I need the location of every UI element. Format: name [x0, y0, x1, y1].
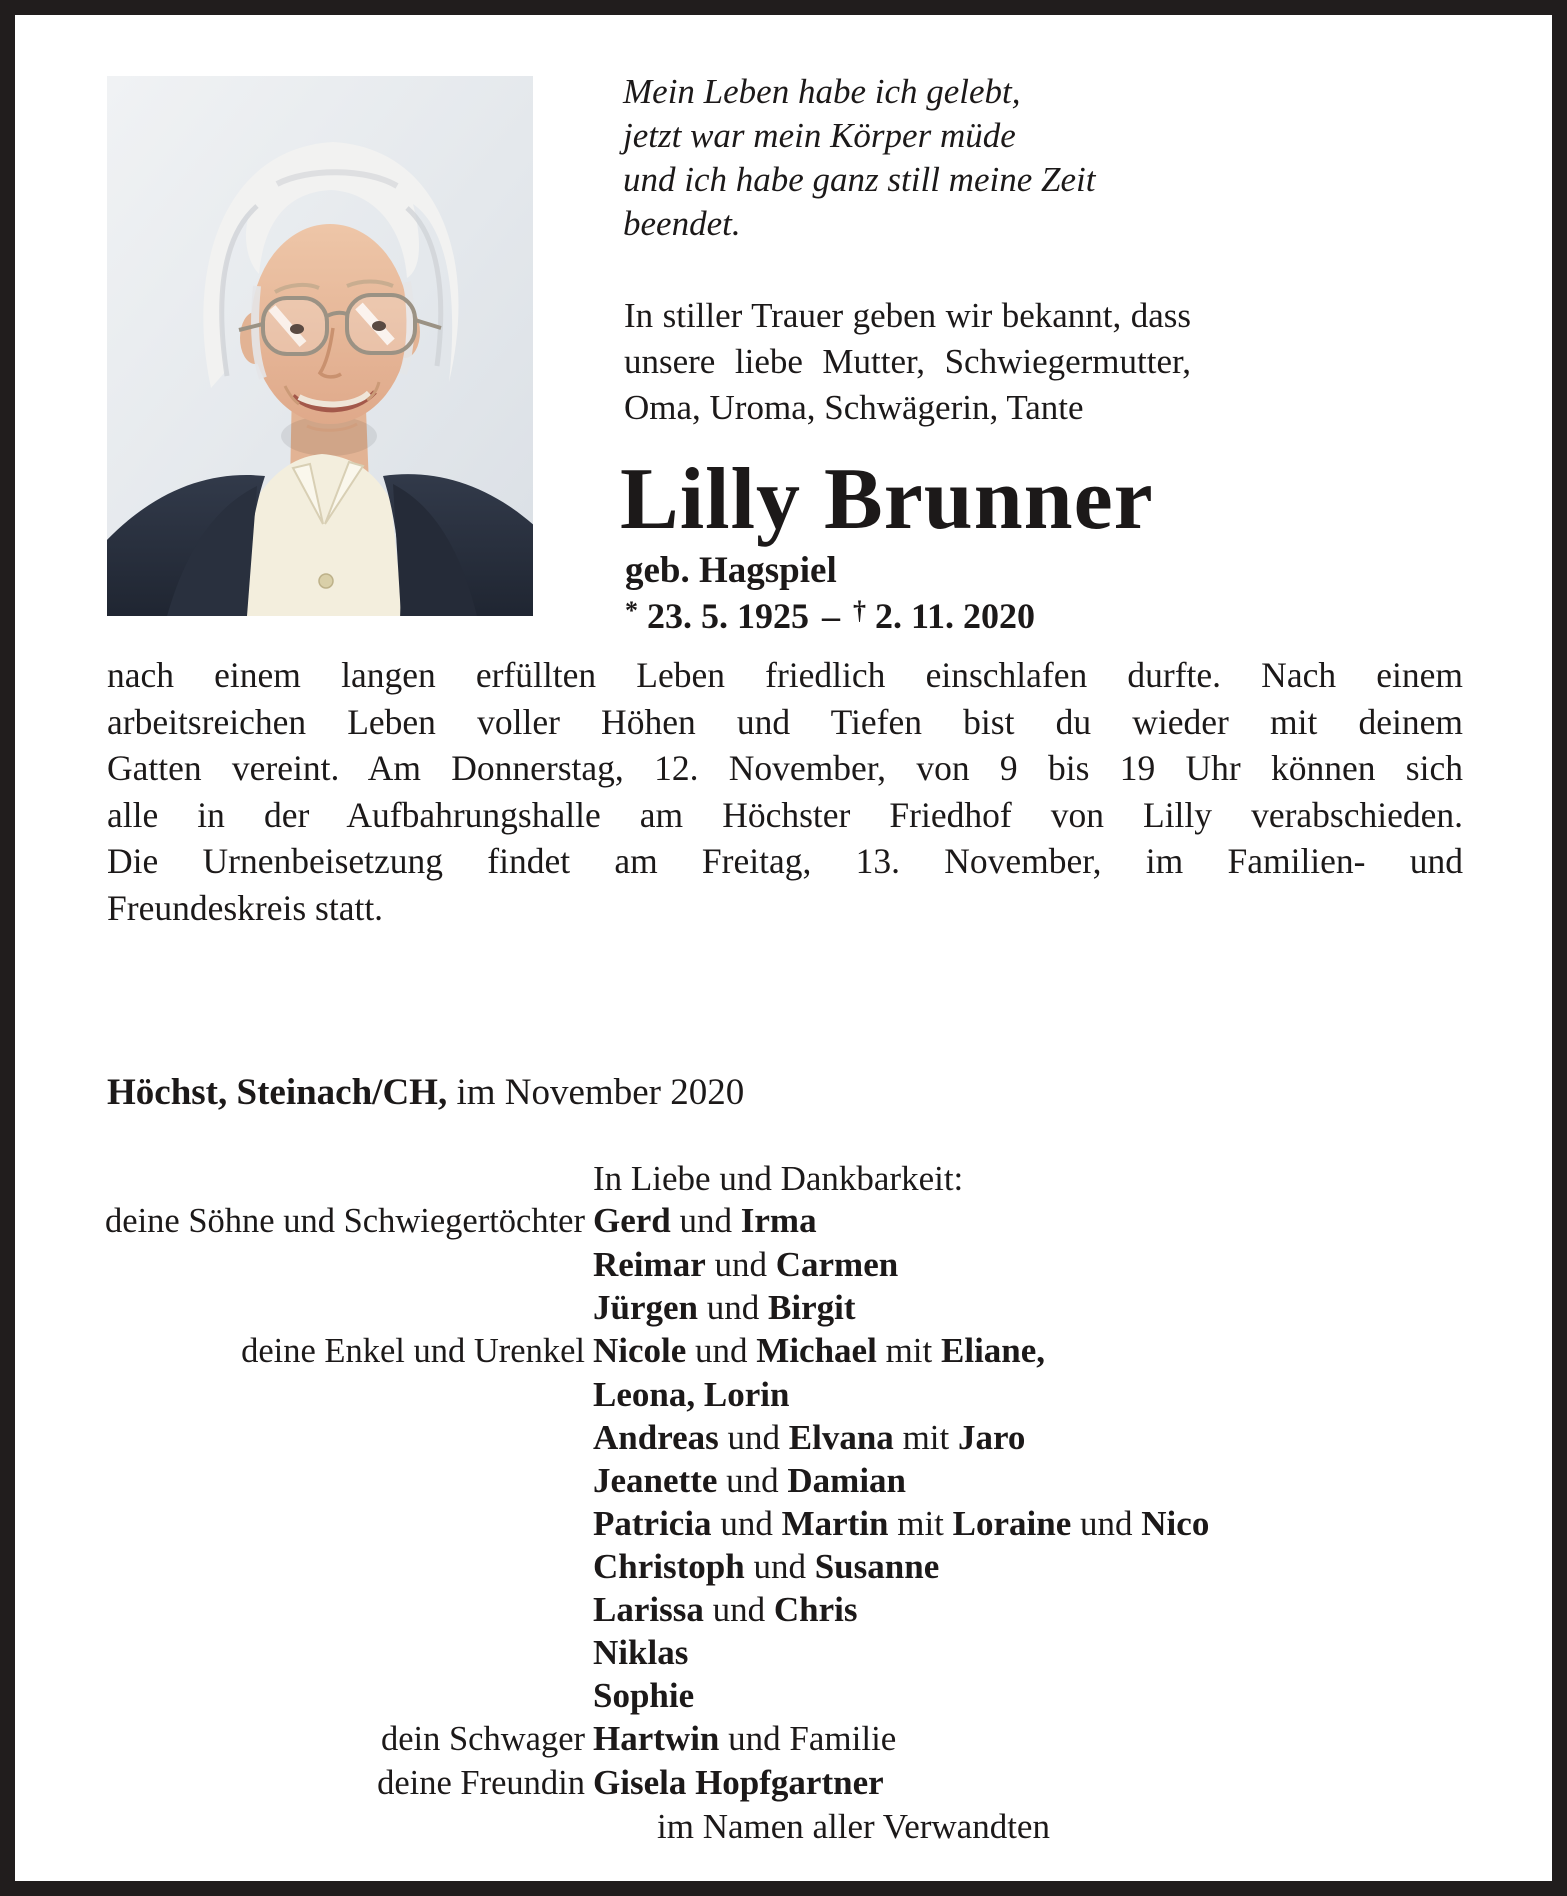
family-member-name: Jürgen: [593, 1288, 698, 1327]
announcement-line-2: unsere liebe Mutter, Schwiegermutter,: [624, 342, 1191, 381]
family-member-name: Martin: [781, 1504, 889, 1543]
family-member-name: Gerd: [593, 1201, 671, 1240]
family-names: [593, 1329, 1045, 1372]
closing-intro: In Liebe und Dankbarkeit:: [593, 1159, 964, 1198]
family-row: [90, 1416, 1490, 1459]
family-member-name: Christoph: [593, 1547, 745, 1586]
family-member-name: Susanne: [814, 1547, 940, 1586]
family-row: [90, 1545, 1490, 1588]
family-row: [90, 1243, 1490, 1286]
family-connector: und: [686, 1331, 757, 1370]
family-names: [593, 1674, 694, 1717]
family-names: [657, 1805, 1050, 1848]
maiden-name: geb. Hagspiel: [625, 550, 837, 591]
family-member-name: Larissa: [593, 1590, 704, 1629]
family-row: [90, 1805, 1490, 1848]
family-connector: und: [698, 1288, 768, 1327]
epitaph: [623, 70, 1198, 246]
dateline: [107, 1072, 744, 1114]
birth-date: 23. 5. 1925: [647, 596, 809, 636]
family-connector: und: [1071, 1504, 1142, 1543]
family-connector: mit: [893, 1418, 958, 1457]
family-role: deine Söhne und Schwiegertöchter: [105, 1202, 585, 1240]
family-member-name: Loraine: [952, 1504, 1072, 1543]
family-connector: mit: [888, 1504, 953, 1543]
family-row: [90, 1373, 1490, 1416]
family-connector: und: [744, 1547, 815, 1586]
family-member-name: Gisela Hopfgartner: [593, 1763, 884, 1802]
epitaph-line-1: Mein Leben habe ich gelebt,: [623, 72, 1021, 111]
family-member-name: Jaro: [958, 1418, 1026, 1457]
family-names: [593, 1459, 906, 1502]
dateline-date: im November 2020: [456, 1072, 745, 1113]
family-member-name: Jeanette: [593, 1461, 718, 1500]
family-member-name: Reimar: [593, 1245, 706, 1284]
body-line-5: Die Urnenbeisetzung findet am Freitag, 13. November, im Familien- und: [107, 841, 1463, 881]
family-acknowledgments: [90, 1199, 1490, 1848]
announcement: [624, 293, 1191, 431]
family-connector: im Namen aller Verwandten: [657, 1807, 1050, 1846]
family-connector: und: [705, 1245, 776, 1284]
family-names: [593, 1199, 817, 1242]
family-member-name: Nico: [1141, 1504, 1210, 1543]
family-names: [593, 1588, 857, 1631]
family-member-name: Leona, Lorin: [593, 1375, 790, 1414]
family-names: [593, 1243, 898, 1286]
family-member-name: Damian: [787, 1461, 907, 1500]
family-connector: mit: [876, 1331, 942, 1370]
family-names: [593, 1545, 939, 1588]
family-names: [593, 1631, 688, 1674]
family-member-name: Andreas: [593, 1418, 719, 1457]
death-date: 2. 11. 2020: [875, 596, 1036, 636]
body-line-4: alle in der Aufbahrungshalle am Höchster Friedhof von Lilly verabschieden.: [107, 794, 1463, 835]
family-member-name: Elvana: [788, 1418, 894, 1457]
family-connector: und: [670, 1201, 741, 1240]
family-role: deine Freundin: [377, 1764, 585, 1802]
family-member-name: Carmen: [775, 1245, 899, 1284]
death-symbol: †: [853, 596, 866, 625]
family-row: [90, 1459, 1490, 1502]
family-names: [593, 1416, 1025, 1459]
family-member-name: Irma: [740, 1201, 817, 1240]
family-row: [90, 1631, 1490, 1674]
family-member-name: Niklas: [593, 1633, 689, 1672]
family-names: [593, 1717, 896, 1760]
family-names: [593, 1373, 789, 1416]
birth-symbol: *: [625, 596, 638, 625]
announcement-line-3: Oma, Uroma, Schwägerin, Tante: [624, 388, 1084, 427]
obituary-body: [107, 652, 1463, 931]
family-member-name: Michael: [756, 1331, 877, 1370]
family-member-name: Nicole: [593, 1331, 687, 1370]
family-member-name: Birgit: [768, 1288, 856, 1327]
dateline-place: Höchst, Steinach/CH,: [107, 1072, 448, 1113]
family-role: deine Enkel und Urenkel: [241, 1332, 585, 1370]
life-dates: [625, 590, 1035, 637]
family-connector: und: [703, 1590, 774, 1629]
family-member-name: Hartwin: [593, 1719, 720, 1758]
date-separator: –: [822, 596, 840, 636]
body-line-3: Gatten vereint. Am Donnerstag, 12. November, von 9 bis 19 Uhr können sich: [107, 748, 1463, 788]
family-connector: und: [717, 1461, 788, 1500]
family-row: [90, 1502, 1490, 1545]
family-row: [90, 1199, 1490, 1243]
family-member-name: Sophie: [593, 1676, 695, 1715]
family-role: dein Schwager: [380, 1720, 585, 1758]
body-line-6: Freundeskreis statt.: [107, 887, 384, 928]
family-member-name: Chris: [773, 1590, 858, 1629]
family-row: [90, 1717, 1490, 1761]
portrait-photo: [107, 76, 533, 616]
body-line-1: nach einem langen erfüllten Leben friedlich einschlafen durfte. Nach einem: [107, 655, 1463, 695]
epitaph-line-3: und ich habe ganz still meine Zeit beendet.: [623, 160, 1096, 243]
family-names: [593, 1761, 884, 1804]
family-row: [90, 1761, 1490, 1805]
epitaph-line-2: jetzt war mein Körper müde: [623, 116, 1016, 155]
family-member-name: Patricia: [593, 1504, 712, 1543]
family-connector: und: [711, 1504, 782, 1543]
family-row: [90, 1588, 1490, 1631]
family-member-name: Eliane,: [941, 1331, 1046, 1370]
announcement-line-1: In stiller Trauer geben wir bekannt, dass: [624, 296, 1191, 335]
family-names: [593, 1502, 1209, 1545]
deceased-name: Lilly Brunner: [620, 451, 1154, 548]
family-row: [90, 1674, 1490, 1717]
family-connector: und: [718, 1418, 789, 1457]
family-row: [90, 1286, 1490, 1329]
family-names: [593, 1286, 855, 1329]
portrait-photo-graphic: [107, 76, 533, 616]
body-line-2: arbeitsreichen Leben voller Höhen und Tiefen bist du wieder mit deinem: [107, 701, 1463, 742]
family-connector: und Familie: [719, 1719, 897, 1758]
family-row: [90, 1329, 1490, 1373]
